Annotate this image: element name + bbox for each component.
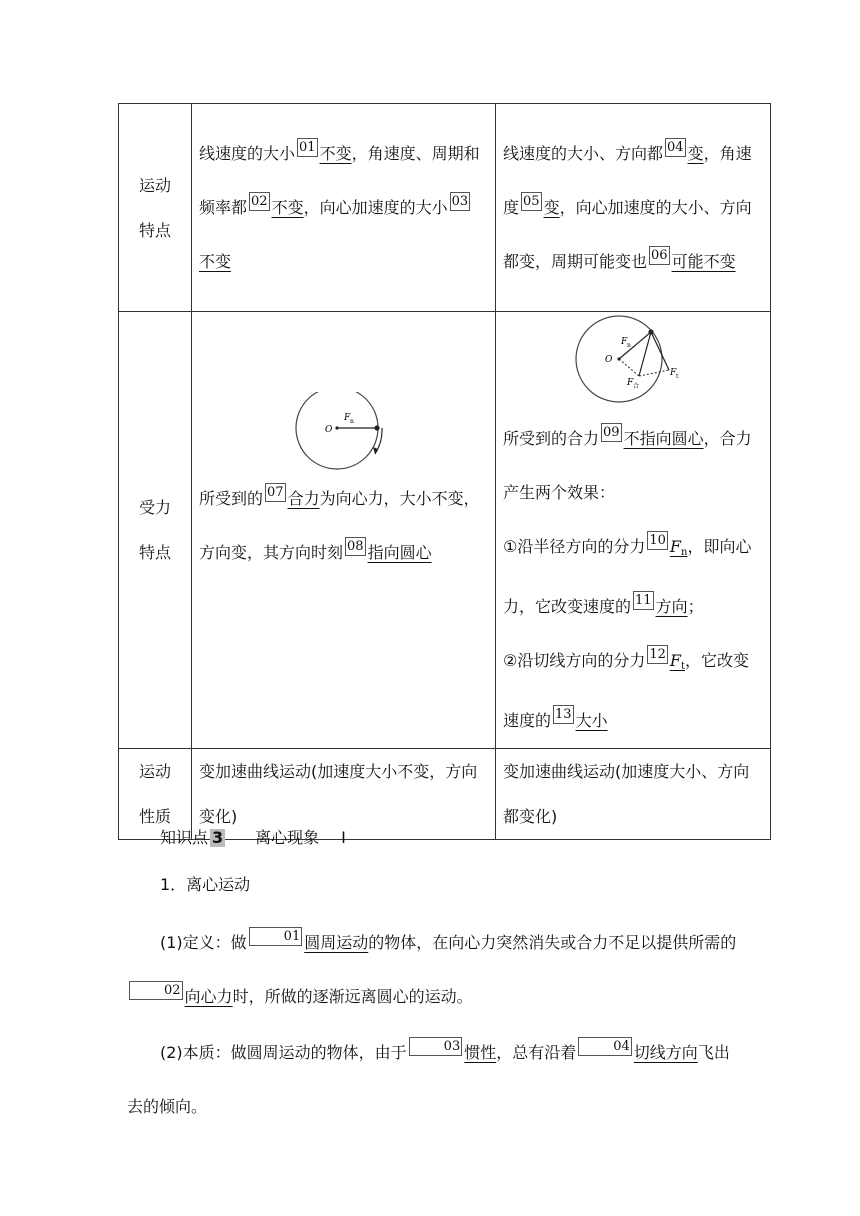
- answer-text: 不指向圆心: [623, 429, 704, 448]
- answer-text: 向心力: [184, 987, 233, 1006]
- para-text: 时，所做的逐渐远离圆心的运动。: [232, 987, 473, 1006]
- section-level: Ⅰ: [341, 828, 346, 847]
- answer-text: 不变: [199, 251, 232, 271]
- cell-text: ，合力产生两个效果：: [503, 429, 752, 502]
- answer-text: 圆周运动: [304, 933, 369, 952]
- answer-text: 不变: [319, 143, 352, 163]
- row-label-line: 特点: [138, 220, 171, 240]
- uniform-nature-cell: 变加速曲线运动(加速度大小不变，方向变化): [192, 749, 496, 840]
- force-label: F: [344, 413, 351, 423]
- answer-text: [670, 537, 688, 556]
- fh-sub-label: 合: [633, 383, 640, 390]
- answer-symbol: F: [669, 651, 682, 670]
- answer-text: 变: [687, 143, 704, 163]
- fn-label: F: [621, 337, 628, 347]
- center-label: O: [325, 425, 333, 435]
- cell-text: ，它改变速度的: [503, 651, 750, 730]
- blank-number: 09: [603, 425, 620, 440]
- cell-text: ；: [687, 597, 704, 616]
- blank-number: 03: [451, 193, 469, 209]
- section-heading: [160, 825, 346, 848]
- cell-text: ，角速度、周期和频率都: [199, 143, 480, 217]
- answer-text: 变: [543, 197, 560, 217]
- section-number-badge: 3: [212, 828, 224, 847]
- blank-number: 12: [649, 647, 666, 662]
- cell-text: ，向心加速度的大小: [303, 197, 448, 217]
- cell-text: ②沿切线方向的分力: [503, 651, 646, 670]
- para-text: (2)本质：做圆周运动的物体，由于: [160, 1043, 407, 1062]
- cell-text: 线速度的大小、方向都: [503, 143, 664, 163]
- center-label: O: [605, 355, 613, 365]
- blank-number: 02: [129, 981, 183, 1000]
- nonuniform-nature-cell: 变加速曲线运动(加速度大小、方向都变化): [496, 749, 771, 840]
- answer-text: 合力: [287, 489, 320, 508]
- force-description: [199, 472, 488, 580]
- answer-text: 方向: [655, 597, 688, 616]
- answer-text: 指向圆心: [367, 543, 432, 562]
- blank-number: 04: [667, 139, 684, 155]
- blank-number: 01: [249, 927, 303, 946]
- cell-text: ①沿半径方向的分力: [503, 537, 646, 556]
- definition-paragraph: [127, 916, 743, 1024]
- answer-text: 不变: [271, 197, 304, 217]
- para-text: ，总有沿着: [496, 1043, 577, 1062]
- table-row: [119, 104, 771, 312]
- blank-number: 10: [649, 533, 666, 548]
- answer-symbol: F: [669, 537, 682, 556]
- fn-sub-label: n: [627, 342, 631, 349]
- answer-subscript: t: [681, 661, 686, 672]
- blank-number: 01: [299, 139, 316, 155]
- para-text: 的物体，在向心力突然消失或合力不足以提供所需的: [368, 933, 737, 952]
- force-sub-label: n: [350, 418, 354, 425]
- row-label-force: [119, 312, 192, 749]
- uniform-motion-cell: [192, 104, 496, 312]
- ft-sub-label: t: [676, 373, 679, 380]
- cell-text: 所受到的: [199, 489, 264, 508]
- row-label-line: 运动: [138, 175, 171, 195]
- answer-text: 切线方向: [633, 1043, 698, 1062]
- row-label-line: 性质: [138, 807, 171, 826]
- cell-text: 所受到的合力: [503, 429, 600, 448]
- blank-number: 02: [251, 193, 268, 209]
- row-label-line: 运动: [138, 762, 171, 781]
- blank-number: 07: [267, 485, 284, 500]
- nonuniform-motion-cell: [496, 104, 771, 312]
- blank-number: 04: [578, 1037, 632, 1056]
- answer-text: 大小: [575, 711, 608, 730]
- essence-paragraph: [127, 1026, 743, 1134]
- cell-text: ，即向心力，它改变速度的: [503, 537, 752, 616]
- blank-number: 08: [347, 539, 364, 554]
- nonuniform-circle-figure: [503, 312, 749, 412]
- nonuniform-force-cell: [496, 312, 771, 749]
- answer-text: 可能不变: [671, 251, 736, 271]
- force-description: [503, 412, 763, 748]
- cell-text: 为向心力，大小不变，方向变，其方向时刻: [199, 489, 480, 562]
- answer-subscript: n: [681, 547, 688, 558]
- blank-number: 03: [409, 1037, 463, 1056]
- para-text: 飞出去的倾向。: [127, 1043, 730, 1116]
- row-label-line: 特点: [138, 543, 171, 562]
- cell-text: ，角速度: [503, 143, 752, 217]
- row-label-motion: [119, 104, 192, 312]
- answer-text: 惯性: [464, 1043, 497, 1062]
- fh-label: F: [627, 378, 634, 388]
- section-prefix: 知识点: [160, 828, 209, 847]
- table-row: [119, 312, 771, 749]
- subheading: 1．离心运动: [160, 875, 251, 894]
- section-title: 离心现象: [255, 828, 320, 847]
- blank-number: 11: [635, 593, 652, 608]
- uniform-force-cell: [192, 312, 496, 749]
- para-text: (1)定义：做: [160, 933, 247, 952]
- cell-text: ，向心加速度的大小、方向都变，周期可能变也: [503, 197, 752, 271]
- ft-label: F: [670, 368, 677, 378]
- blank-number: 05: [523, 193, 540, 209]
- blank-number: 13: [555, 707, 572, 722]
- comparison-table: [118, 103, 771, 840]
- blank-number: 06: [651, 247, 668, 263]
- answer-text: [670, 651, 685, 670]
- cell-text: 线速度的大小: [199, 143, 296, 163]
- row-label-line: 受力: [138, 498, 171, 517]
